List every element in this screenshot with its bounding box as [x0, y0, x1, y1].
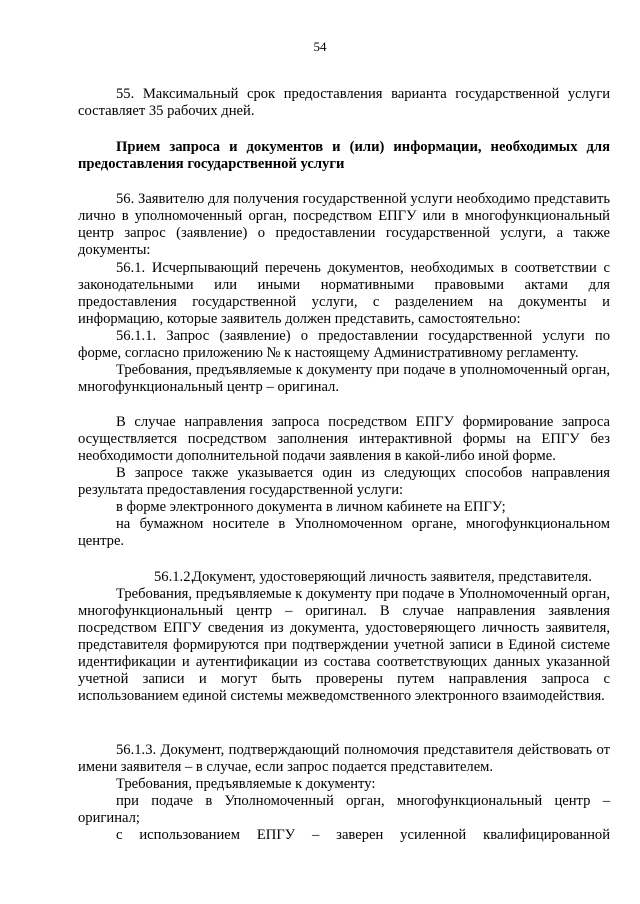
page-number: 54	[313, 39, 327, 54]
paragraph-56-1: 56.1. Исчерпывающий перечень документов, необходимых в соответствии с законодательными или иными нормативными правовыми актами для предоставления государственной услуги, с разделением на документы и информацию, которые заявитель должен представить, самостоятельно:	[78, 260, 610, 327]
paragraph-56-1-2-number: 56.1.2.	[154, 569, 195, 585]
paragraph-56: 56. Заявителю для получения государственной услуги необходимо представить лично в уполномоченный орган, посредством ЕПГУ или в многофункциональный центр запрос (заявление) о предоставлении государственной услуги, а также документы:	[78, 191, 610, 258]
paragraph-56-1-3: 56.1.3. Документ, подтверждающий полномочия представителя действовать от имени заявителя – в случае, если запрос подается представителем.	[78, 742, 610, 775]
section-heading: Прием запроса и документов и (или) информации, необходимых для предоставления государственной услуги	[78, 139, 610, 172]
epgu-form-paragraph: В случае направления запроса посредством ЕПГУ формирование запроса осуществляется посредством заполнения интерактивной формы на ЕПГУ без необходимости дополнительной подачи заявления в какой-либо иной форме.	[78, 414, 610, 464]
requirements-paragraph-3-epgu: с использованием ЕПГУ – заверен усиленной квалифицированной	[116, 827, 610, 843]
delivery-method-electronic: в форме электронного документа в личном кабинете на ЕПГУ;	[116, 499, 506, 515]
delivery-method-paper: на бумажном носителе в Уполномоченном органе, многофункциональном центре.	[78, 516, 610, 549]
requirements-paragraph-3-intro: Требования, предъявляемые к документу:	[116, 776, 376, 792]
requirements-paragraph-3-in-person: при подаче в Уполномоченный орган, многофункциональный центр – оригинал;	[78, 793, 610, 826]
delivery-methods-intro: В запросе также указывается один из следующих способов направления результата предоставления государственной услуги:	[78, 465, 610, 498]
requirements-paragraph-2: Требования, предъявляемые к документу при подаче в Уполномоченный орган, многофункциональный центр – оригинал. В случае направления заявления посредством ЕПГУ сведения из документа, удостоверяющего личность заявителя, представителя формируются при подтверждении учетной записи в Единой системе идентификации и аутентификации из состава соответствующих данных указанной учетной записи и могут быть проверены путем направления запроса с использованием единой системы межведомственного электронного взаимодействия.	[78, 586, 610, 704]
paragraph-55: 55. Максимальный срок предоставления варианта государственной услуги составляет 35 рабочих дней.	[78, 86, 610, 119]
paragraph-56-1-2-text: Документ, удостоверяющий личность заявителя, представителя.	[192, 569, 592, 585]
paragraph-56-1-2	[78, 569, 610, 586]
requirements-paragraph-1: Требования, предъявляемые к документу при подаче в уполномоченный орган, многофункциональный центр – оригинал.	[78, 362, 610, 395]
paragraph-56-1-1: 56.1.1. Запрос (заявление) о предоставлении государственной услуги по форме, согласно приложению № к настоящему Административному регламенту.	[78, 328, 610, 361]
